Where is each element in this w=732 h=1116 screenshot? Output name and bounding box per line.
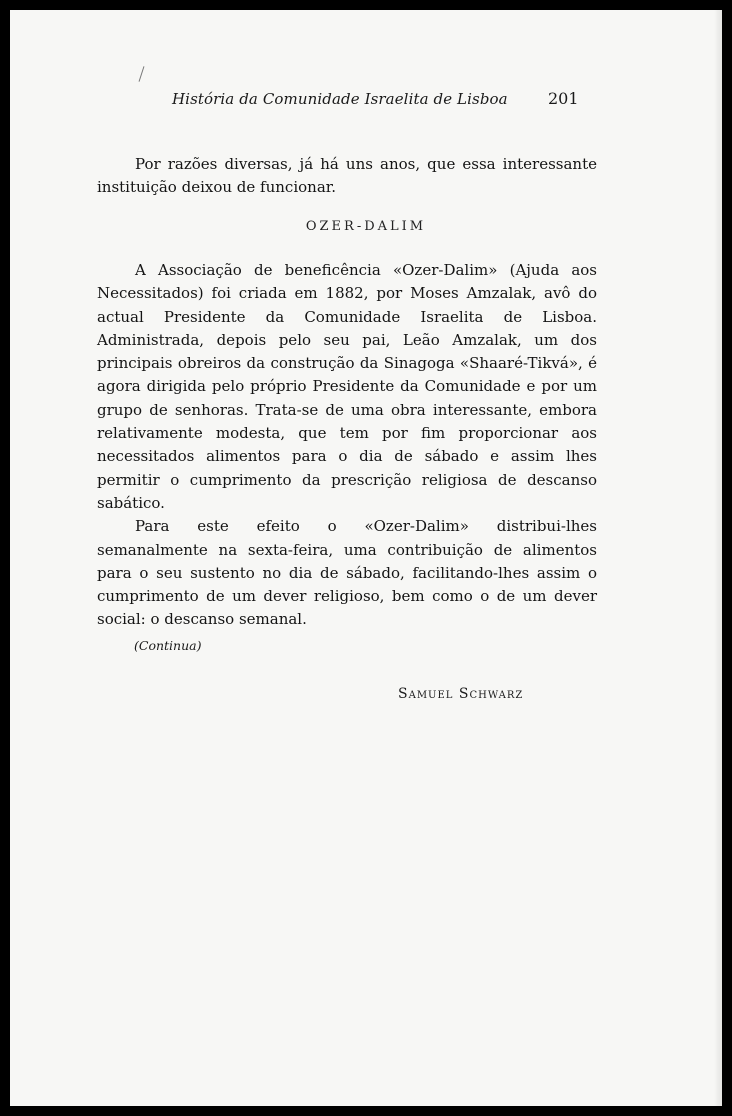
gutter-shadow — [714, 10, 722, 1106]
author-signature: Samuel Schwarz — [398, 686, 524, 702]
running-head-title: História da Comunidade Israelita de Lisboa — [172, 90, 508, 108]
continuation-note: (Continua) — [134, 638, 202, 653]
intro-paragraph: Por razões diversas, já há uns anos, que essa interessante instituição deixou de funcionar. — [97, 155, 597, 197]
section-body — [97, 259, 597, 632]
intro-block — [97, 153, 597, 200]
paragraph-2: Para este efeito o «Ozer-Dalim» distribui-lhes semanalmente na sexta-feira, uma contribuição de alimentos para o seu sustento no dia de sábado, facilitando-lhes assim o cumprimento de um dever religioso, bem como o de um dever social: o descanso semanal. — [97, 517, 597, 629]
running-head — [10, 10, 722, 108]
section-heading: OZER-DALIM — [305, 219, 427, 234]
book-page — [10, 10, 722, 1106]
page-number: 201 — [548, 89, 579, 108]
paragraph-1: A Associação de beneficência «Ozer-Dalim» (Ajuda aos Necessitados) foi criada em 1882, por Moses Amzalak, avô do actual Presidente da Comunidade Israelita de Lisboa. Administrada, depois pelo seu pai, Leão Amzalak, um dos principais obreiros da construção da Sinagoga «Shaaré-Tikvá», é agora dirigida pelo próprio Presidente da Comunidade e por um grupo de senhoras. Trata-se de uma obra interessante, embora relativamente modesta, que tem por fim proporcionar aos necessitados alimentos para o dia de sábado e assim lhes permitir o cumprimento da prescrição religiosa de descanso sabático. — [97, 261, 597, 512]
stray-pencil-mark — [139, 66, 145, 82]
